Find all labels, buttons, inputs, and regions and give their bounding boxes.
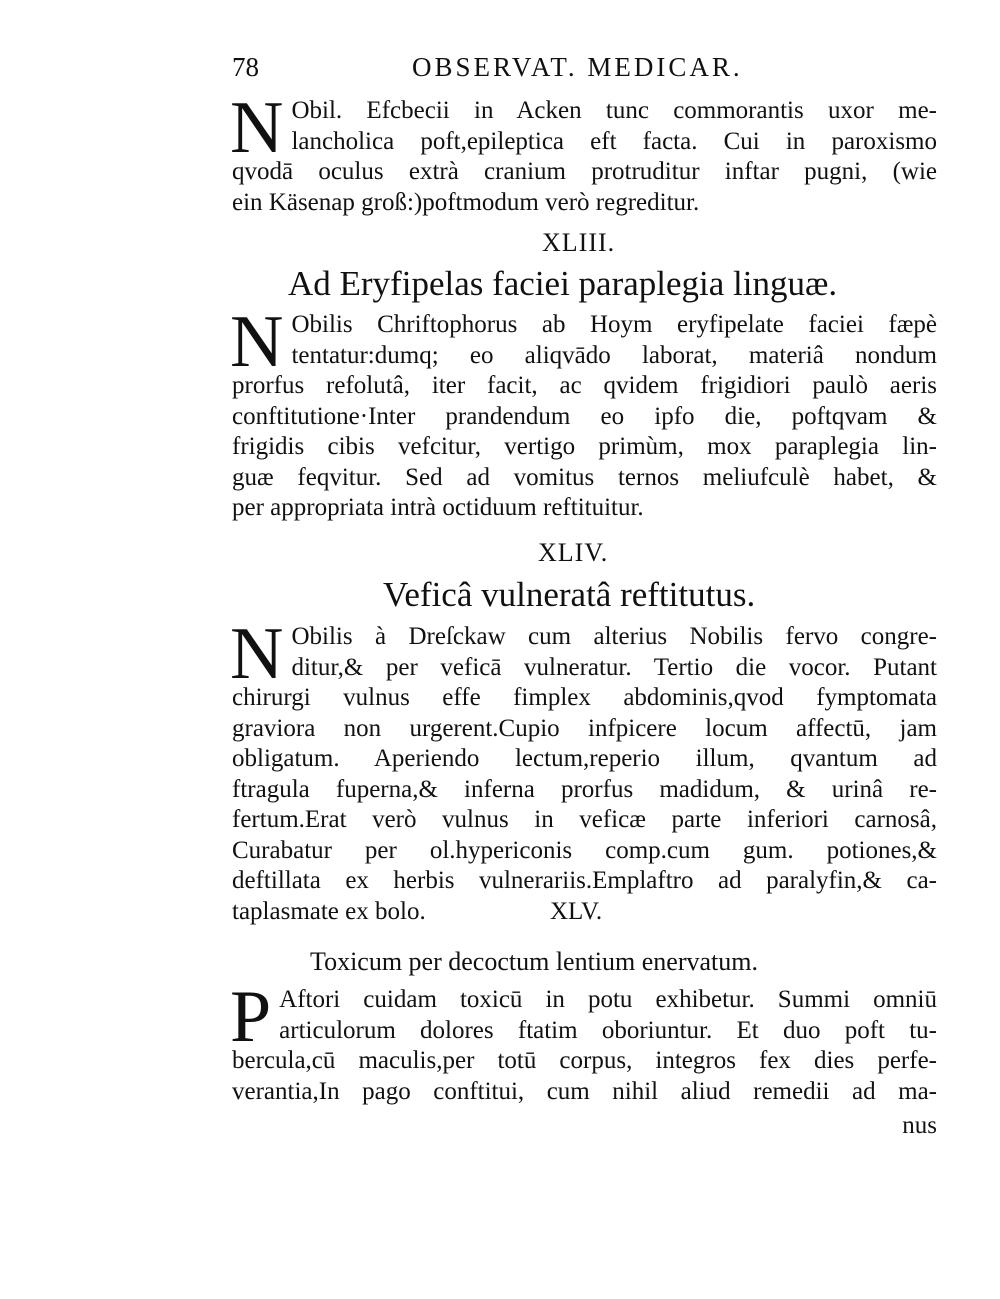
text-line: Obilis Chriftophorus ab Hoym eryfipelate faciei fæpè: [291, 311, 937, 338]
text-line: deftillata ex herbis vulnerariis.Emplaftro ad paralyfin,& ca-: [232, 867, 937, 894]
observation-43: [230, 301, 937, 524]
observation-title: Ad Eryfipelas faciei paraplegia linguæ.: [288, 264, 838, 303]
text-line: fertum.Erat verò vulnus in veficæ parte inferiori carnosâ,: [232, 806, 937, 833]
text-line: chirurgi vulnus effe fimplex abdominis,qvod fymptomata: [232, 684, 937, 711]
observation-title: Veficâ vulneratâ reftitutus.: [383, 575, 756, 614]
running-head: OBSERVAT. MEDICAR.: [412, 52, 743, 82]
observation-45: [230, 976, 937, 1141]
page-header: [232, 52, 932, 92]
text-line: graviora non urgerent.Cupio infpicere locum affectū, jam: [232, 714, 937, 742]
observation-numeral: XLV.: [549, 897, 603, 925]
text-line: ftragula fuperna,& inferna prorfus madidum, & urinâ re-: [232, 775, 937, 803]
text-line: ditur,& per veficā vulneratur. Tertio die vocor. Putant: [291, 653, 937, 681]
text-line: Aftori cuidam toxicū in potu exhibetur. Summi omniū: [279, 986, 937, 1013]
text-line: articulorum dolores ftatim oboriuntur. Et duo poft tu-: [279, 1016, 937, 1044]
closing-line: [232, 897, 937, 928]
text-line: tentatur:dumq; eo aliqvādo laborat, materiâ nondum: [291, 341, 937, 369]
catchword: nus: [902, 1112, 937, 1139]
text-line: frigidis cibis vefcitur, vertigo primùm, mox paraplegia lin-: [232, 433, 937, 460]
text-line: lancholica poft,epileptica eft facta. Cui in paroxismo: [291, 127, 937, 155]
page-number: 78: [232, 52, 259, 82]
observation-numeral: XLIII.: [542, 228, 616, 257]
text-line: bercula,cū maculis,per totū corpus, integros fex dies perfe-: [232, 1047, 937, 1074]
text-line: taplasmate ex bolo.: [232, 897, 426, 925]
observation-numeral: XLIV.: [538, 538, 609, 567]
text-line: per appropriata intrà octiduum reftituitur.: [232, 494, 644, 521]
observation-44: [230, 613, 937, 927]
text-line: guæ feqvitur. Sed ad vomitus ternos meliufculè habet, &: [232, 463, 937, 491]
text-line: qvodā oculus extrà cranium protruditur inftar pugni, (wie: [232, 158, 937, 185]
text-line: verantia,In pago conftitui, cum nihil aliud remedii ad ma-: [232, 1077, 937, 1105]
observation-title: Toxicum per decoctum lentium enervatum.: [310, 947, 758, 976]
drop-cap: N: [230, 613, 284, 695]
text-line: obligatum. Aperiendo lectum,reperio illum, qvantum ad: [232, 745, 937, 772]
drop-cap: P: [230, 976, 272, 1058]
text-line: Obilis à Dreſckaw cum alterius Nobilis fervo congre-: [291, 623, 937, 650]
text-line: Obil. Efcbecii in Acken tunc commorantis uxor me-: [291, 97, 937, 124]
text-line: prorfus refolutâ, iter facit, ac qvidem frigidiori paulò aeris: [232, 372, 937, 399]
observation-previous: [230, 87, 937, 218]
text-line: conftitutione·Inter prandendum eo ipfo die, poftqvam &: [232, 402, 937, 430]
text-line: ein Käsenap groß:)poftmodum verò regreditur.: [232, 188, 700, 216]
drop-cap: N: [230, 301, 284, 383]
drop-cap: N: [230, 87, 284, 169]
text-line: Curabatur per ol.hypericonis comp.cum gum. potiones,&: [232, 836, 937, 864]
